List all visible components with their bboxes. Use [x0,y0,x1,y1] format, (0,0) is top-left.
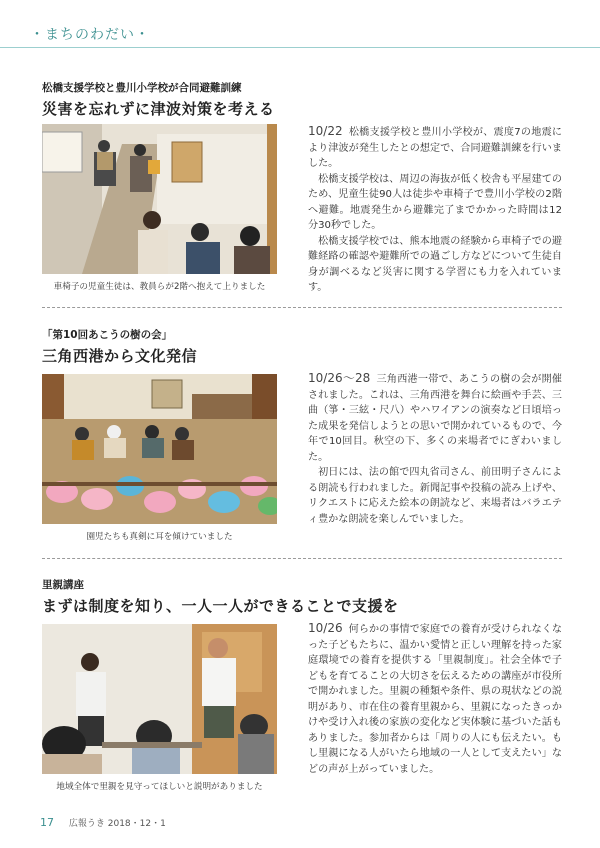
article-paragraph: 10/26～28 三角西港一帯で、あこうの樹の会が開催されました。これは、三角西港を舞台に絵画や手芸、三曲（箏・三絃・尺八）やハワイアンの演奏など日頃培った成果を発信しようとの思いで開かれているもので、今年で10回目。秋空の下、多くの来場者でにぎわいました。 [308,371,562,463]
article-divider [42,558,562,559]
article-kicker: 「第10回あこうの樹の会」 [42,329,173,341]
photo-reading-audience [42,374,277,524]
article-paragraph: 10/22 松橋支援学校と豊川小学校が、震度7の地震により津波が発生したとの想定で、合同避難訓練を行いました。 [308,124,562,169]
event-date: 10/22 [308,124,343,138]
article-body [308,124,562,296]
article-paragraph: 松橋支援学校は、周辺の海抜が低く校舎も平屋建てのため、児童生徒90人は徒歩や車椅子で豊川小学校の2階へ避難。地震発生から避難完了までかかった時間は12分30秒でした。 [308,173,562,231]
event-date: 10/26～28 [308,371,371,385]
page-header [0,0,600,50]
photo-caption: 車椅子の児童生徒は、教員らが2階へ抱えて上りました [53,282,266,292]
article-divider [42,307,562,308]
article-akou-festival [42,327,562,547]
photo-caption: 園児たちも真剣に耳を傾けていました [86,532,233,542]
article-foster-parent-lecture [42,577,562,797]
photo-evacuation-stairs [42,124,277,274]
section-title: ・まちのわだい・ [30,27,150,43]
article-headline: 三角西港から文化発信 [42,347,198,365]
article-kicker: 松橋支援学校と豊川小学校が合同避難訓練 [42,82,242,94]
article-body [308,621,562,777]
publication-info: 広報うき 2018・12・1 [68,819,166,829]
article-evacuation-drill [42,80,562,300]
article-paragraph: 松橋支援学校では、熊本地震の経験から車椅子での避難経路の確認や避難所での過ごし方などについて生徒自身が調べるなど災害に関する学習にも力を入れています。 [308,235,562,293]
article-paragraph: 10/26 何らかの事情で家庭での養育が受けられなくなった子どもたちに、温かい愛情と正しい理解を持った家庭環境での養育を提供する「里親制度」。社会全体で子どもを育てることの大切さを伝えるための講座が市役所で開かれました。里親の種類や条件、県の現状などの説明があり、市在住の養育里親から、里親になったきっかけや受け入れ後の家族の変化など実体験に基づいた話もありました。参加者からは「周りの人にも伝えたい。もし里親になる人がいたら地域の一人として支えたい」などの声が上がっていました。 [308,621,562,775]
page-number: 17 [40,816,54,829]
article-body [308,371,562,527]
article-paragraph: 初日には、法の館で四丸省司さん、前田明子さんによる朗読も行われました。新聞記事や投稿の読み上げや、リクエストに応えた絵本の朗読など、来場者はバラエティ豊かな朗読を楽しんでいました。 [308,467,562,525]
article-headline: 災害を忘れずに津波対策を考える [42,100,275,118]
article-headline: まずは制度を知り、一人一人ができることで支援を [42,597,399,615]
photo-lecture-speakers [42,624,277,774]
header-rule [0,47,600,48]
page-footer [40,816,166,829]
article-kicker: 里親講座 [42,579,84,591]
photo-caption: 地域全体で里親を見守ってほしいと説明がありました [56,782,263,792]
event-date: 10/26 [308,621,343,635]
